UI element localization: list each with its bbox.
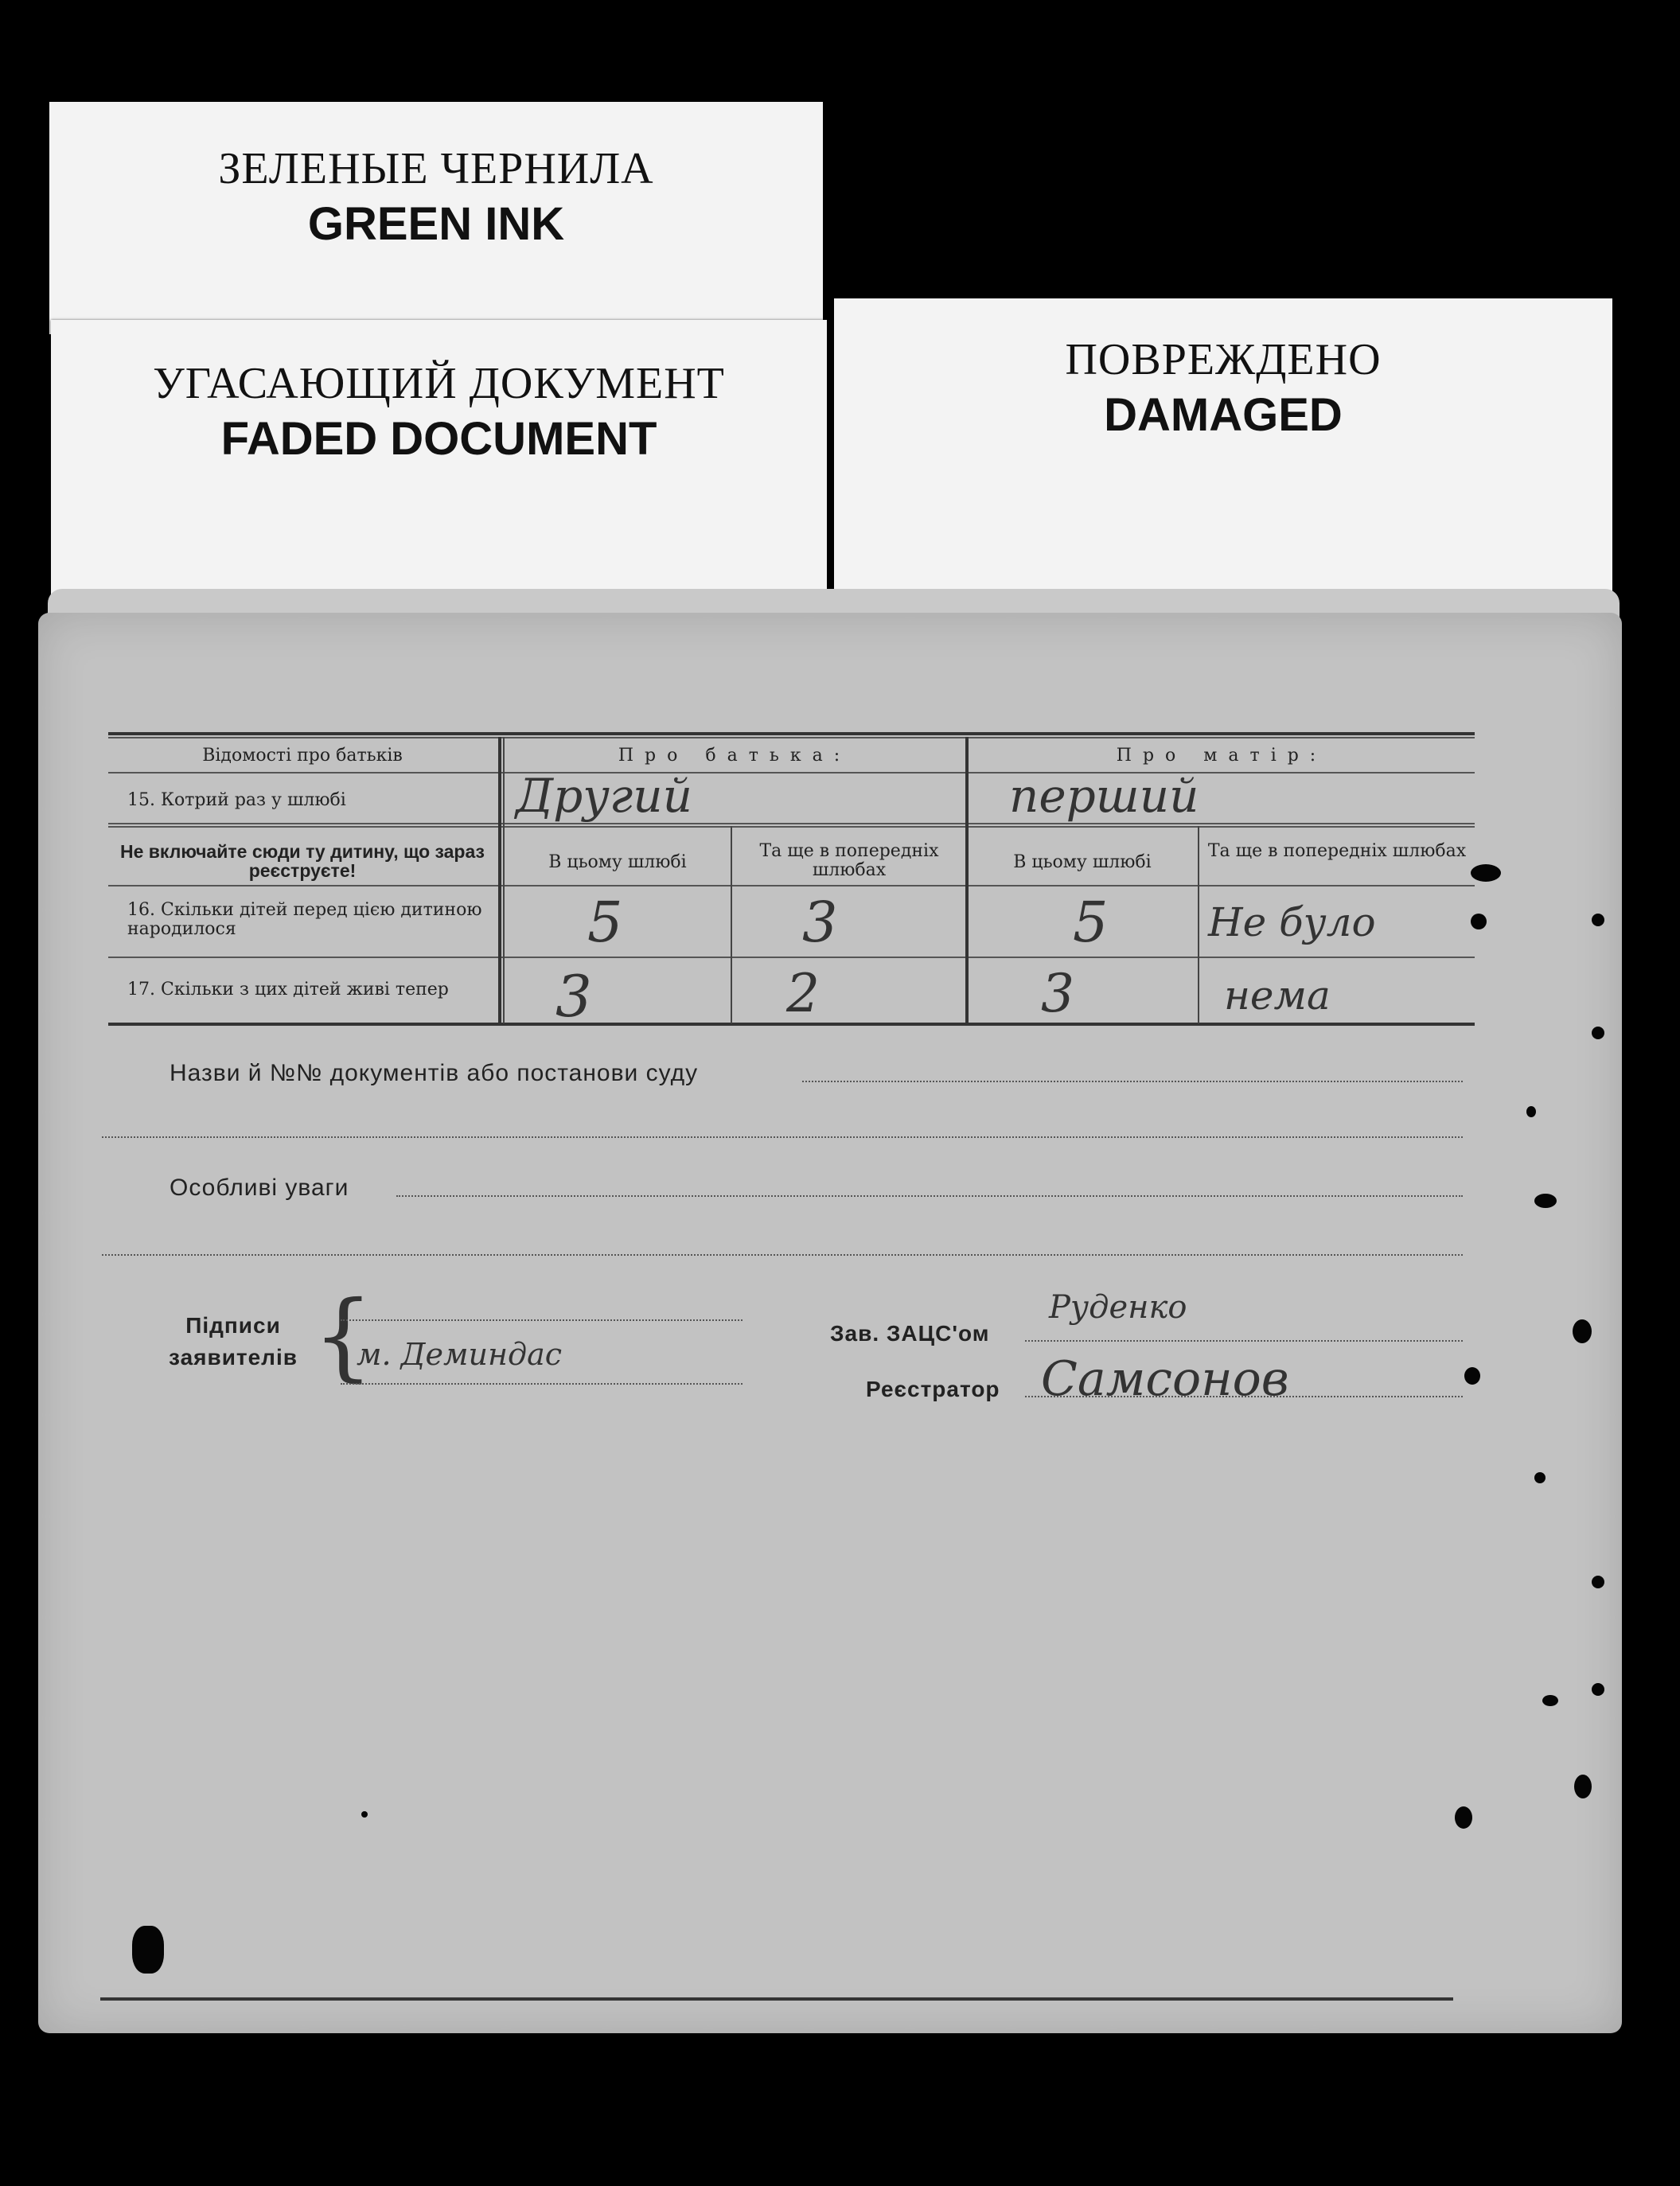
green-ink-ru: ЗЕЛЕНЫЕ ЧЕРНИЛА: [218, 144, 654, 193]
faded-en: FADED DOCUMENT: [220, 413, 657, 465]
header-about-mother: Про матір:: [1116, 746, 1327, 766]
damage-hole-icon: [1534, 1472, 1546, 1483]
head-signature-line: [1025, 1340, 1463, 1342]
damage-hole-icon: [1471, 864, 1501, 882]
col-divider: [965, 737, 969, 1023]
faded-document-card: [51, 320, 827, 630]
row17-label: 17. Скільки з цих дітей живі тепер: [127, 980, 449, 999]
damaged-card: [834, 298, 1612, 633]
damage-hole-icon: [1526, 1106, 1536, 1117]
head-of-registry-label: Зав. ЗАЦС'ом: [830, 1321, 990, 1346]
head-signature: Руденко: [1049, 1289, 1187, 1326]
note-do-not-include: Не включайте сюди ту дитину, що зараз реєструєте!: [119, 841, 485, 881]
subheader-father-this-marriage: В цьому шлюбі: [548, 852, 687, 872]
bottom-rule: [100, 1997, 1453, 2001]
brace-icon: {: [313, 1281, 374, 1392]
applicant-signature-line-1: [341, 1319, 743, 1321]
documents-line: [802, 1081, 1463, 1082]
remarks-line-2: [102, 1254, 1463, 1256]
row16-label: 16. Скільки дітей перед цією дитиною народилося: [127, 900, 482, 939]
table-top-rule-2: [108, 737, 1475, 738]
table-top-rule: [108, 732, 1475, 735]
remarks-label: Особливі уваги: [170, 1175, 349, 1201]
documents-line-2: [102, 1136, 1463, 1138]
damaged-en: DAMAGED: [1104, 389, 1343, 441]
subheader-father-prev-marriages: Та ще в попередніх шлюбах: [759, 841, 939, 880]
row17-mother-this: 3: [1041, 963, 1074, 1024]
damage-hole-icon: [1574, 1775, 1592, 1798]
registrar-signature: Самсонов: [1041, 1351, 1289, 1407]
table-rule: [108, 957, 1475, 958]
subheader-mother-prev-marriages: Та ще в попередніх шлюбах: [1207, 841, 1467, 861]
documents-label: Назви й №№ документів або постанови суду: [170, 1060, 699, 1086]
damage-hole-icon: [1592, 1683, 1604, 1696]
registrar-label: Реєстратор: [866, 1377, 1000, 1401]
col-divider: [1198, 826, 1199, 1023]
applicant-signature-line-2: [341, 1383, 743, 1385]
col-divider: [503, 737, 505, 1023]
damage-hole-icon: [1542, 1695, 1558, 1706]
row16-mother-prev: Не було: [1208, 899, 1376, 945]
row17-father-prev: 2: [786, 963, 820, 1024]
faded-ru: УГАСАЮЩИЙ ДОКУМЕНТ: [153, 359, 725, 408]
table-rule: [108, 826, 1475, 828]
header-parents-info: Відомості про батьків: [202, 746, 403, 766]
applicant-signature: м. Деминдас: [357, 1337, 563, 1372]
row15-label: 15. Котрий раз у шлюбі: [127, 790, 346, 810]
row17-father-this: 3: [555, 963, 592, 1030]
row16-father-prev: 3: [802, 890, 838, 955]
damage-hole-icon: [1592, 914, 1604, 926]
header-about-father: Про батька:: [618, 746, 852, 766]
damage-hole-icon: [1592, 1576, 1604, 1588]
green-ink-card: [49, 102, 823, 334]
damage-hole-icon: [1455, 1806, 1472, 1829]
signatures-label: Підписи: [185, 1313, 281, 1338]
subheader-mother-this-marriage: В цьому шлюбі: [1013, 852, 1152, 872]
table-rule: [108, 772, 1475, 773]
row15-mother-value: перший: [1009, 769, 1199, 823]
row16-father-this: 5: [587, 890, 623, 955]
table-rule: [108, 885, 1475, 886]
ink-dot-icon: [361, 1811, 368, 1818]
green-ink-en: GREEN INK: [307, 198, 565, 250]
row16-mother-this: 5: [1073, 890, 1109, 955]
applicants-label: заявителів: [169, 1345, 298, 1370]
document-sheet: [38, 613, 1622, 2033]
remarks-line: [396, 1195, 1463, 1197]
table-rule: [108, 823, 1475, 824]
damaged-ru: ПОВРЕЖДЕНО: [1065, 335, 1382, 384]
row15-father-value: Другий: [516, 769, 692, 823]
col-divider: [731, 826, 732, 1023]
damage-hole-icon: [1471, 914, 1487, 929]
row17-mother-prev: нема: [1224, 972, 1331, 1019]
damage-hole-icon: [1464, 1367, 1480, 1385]
damage-hole-icon: [132, 1926, 164, 1974]
damage-hole-icon: [1592, 1027, 1604, 1039]
damage-hole-icon: [1534, 1194, 1557, 1208]
damage-hole-icon: [1573, 1319, 1592, 1343]
col-divider: [498, 737, 501, 1023]
